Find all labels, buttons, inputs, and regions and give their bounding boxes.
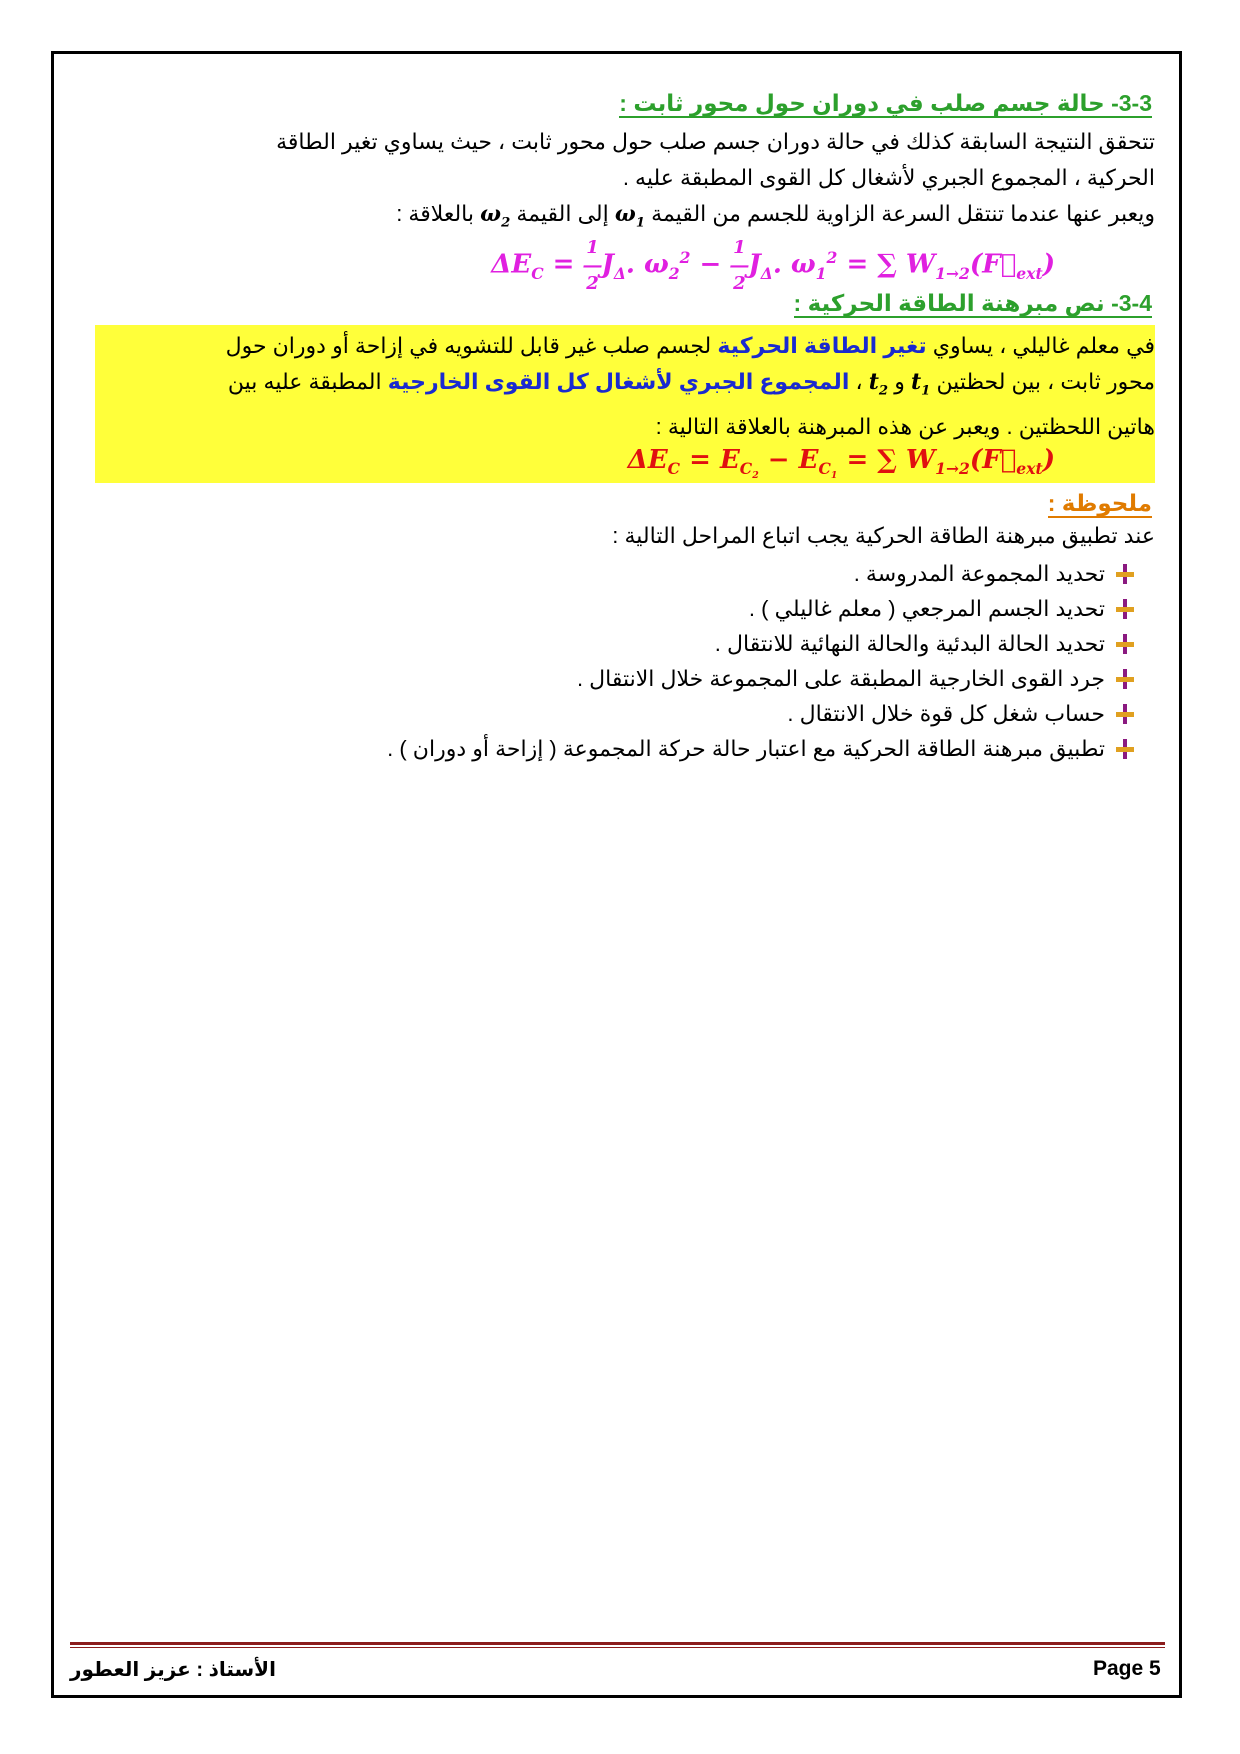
bullet-icon (1115, 564, 1135, 584)
text-fragment: ويعبر عنها عندما تنتقل السرعة الزاوية للجسم من القيمة (651, 201, 1155, 226)
t2-symbol: $t_2$ (868, 369, 889, 399)
emphasis-kinetic-energy-change: تغير الطاقة الحركية (717, 333, 927, 358)
list-item: جرد القوى الخارجية المطبقة على المجموعة خلال الانتقال . (95, 661, 1135, 696)
paragraph-line (95, 196, 1155, 241)
bullet-icon (1115, 669, 1135, 689)
footer-divider-thin (70, 1647, 1165, 1648)
bullet-icon (1115, 599, 1135, 619)
kinetic-energy-theorem-formula: $\Delta E_C = E_{C_2} - E_{C_1}$ = ∑ $W_{1\to 2}(F⃗_{ext})$ (627, 445, 1055, 482)
list-item: تحديد المجموعة المدروسة . (95, 556, 1135, 591)
rotation-kinetic-energy-formula: $\Delta E_C = 1$ ― $2J_\Delta$. $\omega_2^2 - 1$ ― $2J_\Delta$. $\omega_1^2$ = ∑ $W_{1\to 2}(F⃗_{ext})$ (491, 236, 1055, 294)
note-intro (95, 518, 1155, 554)
section-3-3-heading: 3-3- حالة جسم صلب في دوران حول محور ثابت : (619, 90, 1152, 116)
footer-divider (70, 1642, 1165, 1645)
paragraph-line: الحركية ، المجموع الجبري لأشغال كل القوى المطبقة عليه . (622, 165, 1155, 190)
paragraph-line (95, 364, 1155, 409)
text-fragment: و (894, 369, 905, 394)
section-3-4-heading: 3-4- نص مبرهنة الطاقة الحركية : (793, 290, 1152, 316)
text-fragment: إلى القيمة (516, 201, 609, 226)
paragraph-line (95, 328, 1155, 364)
t1-symbol: $t_1$ (910, 369, 931, 399)
page-number: Page 5 (1093, 1657, 1161, 1680)
paragraph-line: تتحقق النتيجة السابقة كذلك في حالة دوران جسم صلب حول محور ثابت ، حيث يساوي تغير الطاقة (276, 129, 1155, 154)
author-name: الأستاذ : عزيز العطور (70, 1659, 276, 1681)
section-3-3-body (95, 124, 1155, 241)
list-item: تطبيق مبرهنة الطاقة الحركية مع اعتبار حالة حركة المجموعة ( إزاحة أو دوران ) . (95, 731, 1135, 766)
bullet-icon (1115, 634, 1135, 654)
list-item: تحديد الجسم المرجعي ( معلم غاليلي ) . (95, 591, 1135, 626)
bullet-icon (1115, 739, 1135, 759)
emphasis-sum-of-works: المجموع الجبري لأشغال كل القوى الخارجية (387, 369, 850, 394)
text-fragment: محور ثابت ، بين لحظتين (936, 369, 1155, 394)
paragraph-line: هاتين اللحظتين . ويعبر عن هذه المبرهنة بالعلاقة التالية : (655, 414, 1155, 440)
paragraph-line: عند تطبيق مبرهنة الطاقة الحركية يجب اتباع المراحل التالية : (612, 523, 1155, 548)
list-item: تحديد الحالة البدئية والحالة النهائية للانتقال . (95, 626, 1135, 661)
text-fragment: لجسم صلب غير قابل للتشويه في إزاحة أو دوران حول (225, 333, 712, 358)
text-fragment: في معلم غاليلي ، يساوي (932, 333, 1155, 358)
note-heading: ملحوظة : (1047, 490, 1152, 516)
text-fragment: المطبقة عليه بين (227, 369, 382, 394)
bullet-icon (1115, 704, 1135, 724)
text-fragment: بالعلاقة : (396, 201, 474, 226)
section-3-4-body (95, 328, 1155, 445)
omega1-symbol: $\omega_1$ (614, 201, 646, 231)
steps-list (95, 556, 1135, 766)
list-item: حساب شغل كل قوة خلال الانتقال . (95, 696, 1135, 731)
text-fragment: ، (855, 369, 863, 394)
omega2-symbol: $\omega_2$ (480, 201, 511, 231)
